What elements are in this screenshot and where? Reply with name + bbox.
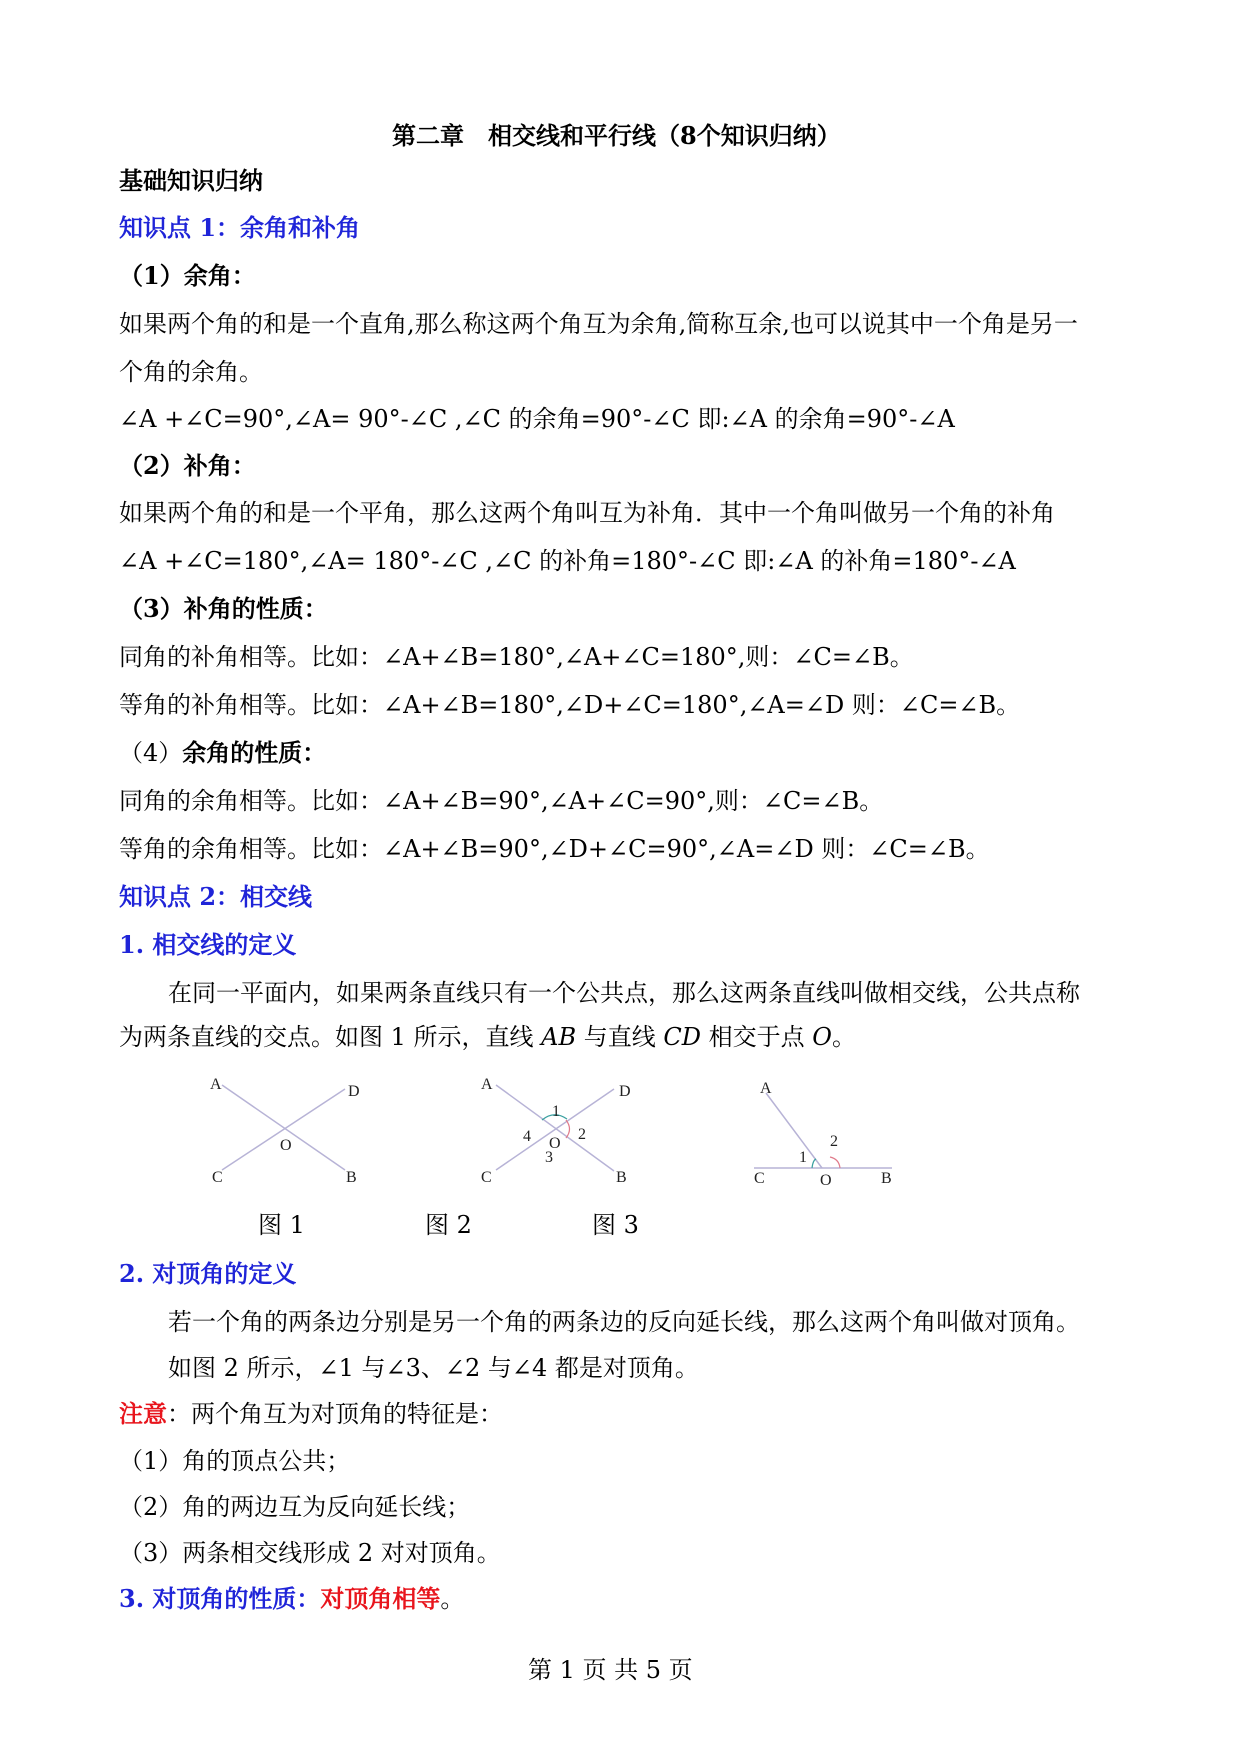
kp1-sub2-heading: （2）补角： xyxy=(119,451,256,480)
fig3-label-2: 2 xyxy=(830,1133,838,1150)
kp2-def1-text-2 xyxy=(119,1022,856,1052)
kp1-sub4-line-2: 等角的余角相等。比如：∠A+∠B=90°,∠D+∠C=90°,∠A=∠D 则：∠C=∠B。 xyxy=(119,835,990,863)
section-heading: 基础知识归纳 xyxy=(119,166,263,195)
fig1-label-c: C xyxy=(212,1169,223,1185)
kp2-heading: 知识点 2：相交线 xyxy=(119,882,313,911)
kp2-note-item-2: （2）角的两边互为反向延长线； xyxy=(119,1493,471,1521)
kp2-def1-text-1: 在同一平面内，如果两条直线只有一个公共点，那么这两条直线叫做相交线，公共点称 xyxy=(168,979,1080,1007)
fig3-label-1: 1 xyxy=(799,1149,807,1166)
kp1-sub4-label: 余角的性质： xyxy=(182,738,327,767)
kp2-def2-text-2: 如图 2 所示，∠1 与∠3、∠2 与∠4 都是对顶角。 xyxy=(168,1354,699,1382)
kp2-def2-heading: 2. 对顶角的定义 xyxy=(119,1259,297,1288)
kp1-sub1-formula: ∠A +∠C=90°,∠A= 90°-∠C ,∠C 的余角=90°-∠C 即:∠A 的余角=90°-∠A xyxy=(119,405,955,433)
def1-text-part-b: 与直线 xyxy=(576,1023,664,1051)
kp2-note-item-1: （1）角的顶点公共； xyxy=(119,1447,351,1475)
def1-text-part-d: 。 xyxy=(831,1023,856,1051)
kp1-sub3-line-2: 等角的补角相等。比如：∠A+∠B=180°,∠D+∠C=180°,∠A=∠D 则：∠C=∠B。 xyxy=(119,691,1021,719)
kp1-sub4-heading xyxy=(119,738,326,768)
kp2-note xyxy=(119,1399,503,1429)
fig1-label-a: A xyxy=(210,1076,222,1093)
kp1-sub4-paren: （4） xyxy=(119,739,183,767)
def1-text-part-c: 相交于点 xyxy=(701,1023,813,1051)
fig2-label-o: O xyxy=(549,1135,561,1152)
fig2-label-d: D xyxy=(619,1083,631,1100)
fig2-label-a: A xyxy=(481,1076,493,1093)
fig2-label-2: 2 xyxy=(578,1126,586,1143)
kp1-sub4-line-1: 同角的余角相等。比如：∠A+∠B=90°,∠A+∠C=90°,则：∠C=∠B。 xyxy=(119,787,884,815)
note-text: ：两个角互为对顶角的特征是： xyxy=(167,1400,503,1428)
figure-1-caption: 图 1 xyxy=(258,1211,305,1239)
property-end: 。 xyxy=(440,1585,465,1613)
figure-3-diagram xyxy=(742,1075,912,1185)
fig3-label-o: O xyxy=(820,1172,832,1185)
kp1-sub1-text-2: 个角的余角。 xyxy=(119,358,263,386)
fig3-label-b: B xyxy=(881,1170,892,1185)
fig2-angle-2-arc xyxy=(566,1120,570,1138)
kp1-sub2-formula: ∠A +∠C=180°,∠A= 180°-∠C ,∠C 的补角=180°-∠C 即:∠A 的补角=180°-∠A xyxy=(119,547,1016,575)
def1-line-ab: AB xyxy=(541,1023,577,1051)
fig1-label-o: O xyxy=(280,1137,292,1154)
figure-2-diagram xyxy=(472,1075,652,1185)
kp2-property xyxy=(119,1584,464,1614)
fig3-angle-2-arc xyxy=(830,1157,840,1168)
figure-1-diagram xyxy=(200,1075,380,1185)
fig2-label-c: C xyxy=(481,1169,492,1185)
def1-point-o: O xyxy=(812,1023,832,1051)
property-statement: 对顶角相等 xyxy=(320,1584,441,1613)
kp1-sub3-heading: （3）补角的性质： xyxy=(119,594,328,623)
fig1-label-b: B xyxy=(346,1169,357,1185)
kp1-sub1-text-1: 如果两个角的和是一个直角,那么称这两个角互为余角,简称互余,也可以说其中一个角是另一 xyxy=(119,310,1078,338)
kp1-heading: 知识点 1：余角和补角 xyxy=(119,213,361,242)
fig2-label-1: 1 xyxy=(552,1103,560,1120)
property-heading: 3. 对顶角的性质： xyxy=(119,1584,321,1613)
kp1-sub3-line-1: 同角的补角相等。比如：∠A+∠B=180°,∠A+∠C=180°,则：∠C=∠B。 xyxy=(119,643,914,671)
note-label: 注意 xyxy=(119,1399,167,1428)
fig3-label-c: C xyxy=(754,1170,765,1185)
def1-text-part-a: 为两条直线的交点。如图 1 所示，直线 xyxy=(119,1023,542,1051)
kp1-sub1-heading: （1）余角： xyxy=(119,261,256,290)
def1-line-cd: CD xyxy=(663,1023,701,1051)
figure-3-caption: 图 3 xyxy=(592,1211,639,1239)
fig3-label-a: A xyxy=(760,1080,772,1097)
kp2-def1-heading: 1. 相交线的定义 xyxy=(119,930,297,959)
figure-2-caption: 图 2 xyxy=(425,1211,472,1239)
fig1-label-d: D xyxy=(348,1083,360,1100)
fig2-label-b: B xyxy=(616,1169,627,1185)
fig2-label-3: 3 xyxy=(545,1149,553,1166)
page-title: 第二章 相交线和平行线（8个知识归纳） xyxy=(392,121,841,150)
page-footer: 第 1 页 共 5 页 xyxy=(528,1656,693,1684)
kp2-note-item-3: （3）两条相交线形成 2 对对顶角。 xyxy=(119,1539,501,1567)
kp2-def2-text-1: 若一个角的两条边分别是另一个角的两条边的反向延长线，那么这两个角叫做对顶角。 xyxy=(168,1308,1080,1336)
kp1-sub2-text: 如果两个角的和是一个平角，那么这两个角叫互为补角．其中一个角叫做另一个角的补角 xyxy=(119,499,1055,527)
fig2-label-4: 4 xyxy=(523,1128,531,1145)
fig3-ray-oa xyxy=(766,1093,822,1168)
